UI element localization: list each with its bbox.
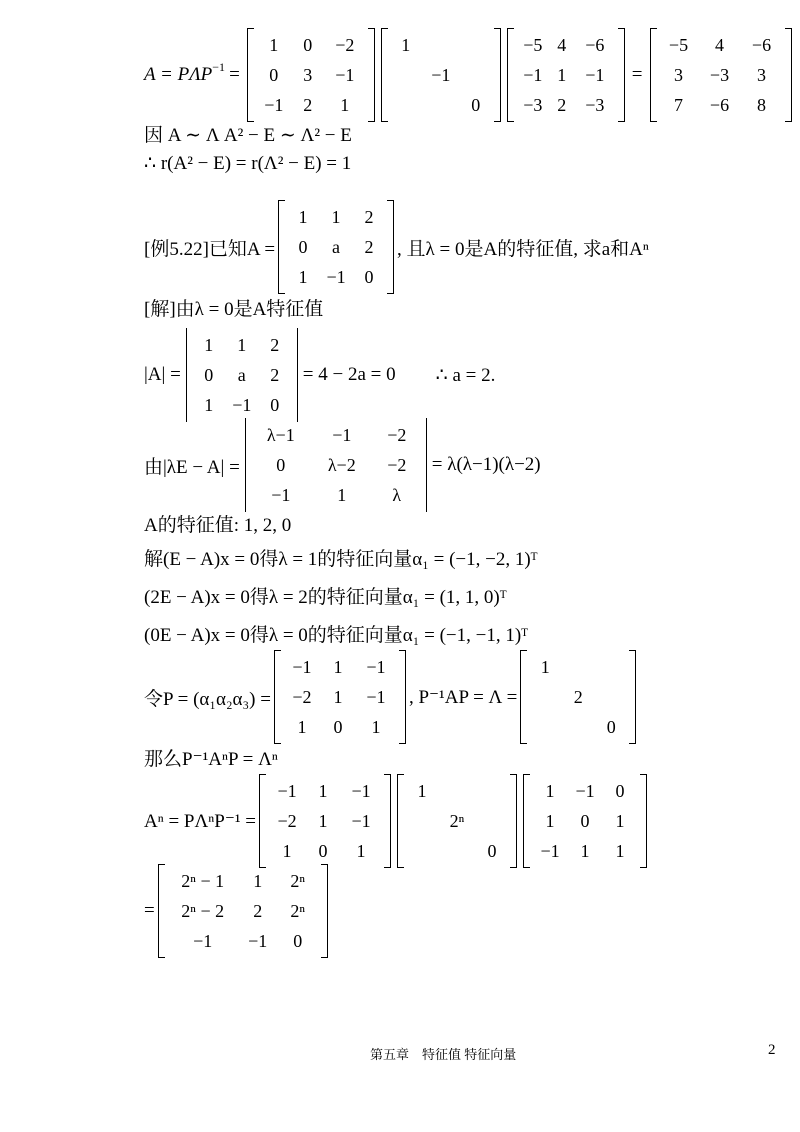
matrix-cell: 1 bbox=[615, 811, 625, 831]
matrix-cell: 2ⁿ bbox=[449, 811, 465, 831]
matrix-cell: 1 bbox=[318, 781, 328, 801]
matrix-cell: 1 bbox=[333, 657, 343, 677]
eigvec2-line bbox=[144, 582, 507, 609]
matrix-lambda bbox=[381, 28, 501, 122]
matrix-cell: 7 bbox=[674, 95, 683, 115]
det-a-matrix bbox=[184, 328, 300, 422]
matrix-cell: 3 bbox=[303, 65, 313, 85]
matrix-cell: 1 bbox=[298, 207, 308, 227]
line-similar bbox=[144, 120, 352, 147]
matrix-cell: −3 bbox=[585, 95, 605, 115]
matrix-cell bbox=[477, 808, 507, 834]
result-line bbox=[144, 864, 331, 958]
matrix-cell: 2ⁿ bbox=[290, 871, 306, 891]
an-matrix-p bbox=[259, 774, 391, 868]
matrix-cell: 1 bbox=[269, 35, 279, 55]
matrix-cell: 1 bbox=[545, 781, 555, 801]
matrix-cell: 2ⁿ − 1 bbox=[181, 871, 225, 891]
matrix-cell bbox=[407, 838, 437, 864]
matrix-cell bbox=[560, 714, 596, 740]
matrix-cell: −3 bbox=[709, 65, 730, 85]
matrix-cell: −2 bbox=[292, 687, 312, 707]
matrix-cell bbox=[407, 808, 437, 834]
matrix-cell bbox=[391, 62, 421, 88]
matrix-cell: 1 bbox=[333, 687, 343, 707]
det-a-rhs: = 4 − 2a = 0 bbox=[302, 364, 396, 385]
matrix-cell bbox=[391, 92, 421, 118]
example-statement bbox=[144, 200, 649, 294]
matrix-cell: 1 bbox=[297, 717, 307, 737]
matrix-cell: −1 bbox=[575, 781, 595, 801]
eq1-lhs: A = PΛP bbox=[144, 64, 213, 85]
matrix-cell: 0 bbox=[269, 65, 279, 85]
matrix-cell: λ−2 bbox=[327, 455, 356, 475]
char-poly-lhs: 由|λE − A| = bbox=[144, 456, 240, 478]
matrix-cell bbox=[560, 654, 596, 680]
p-matrix-line bbox=[144, 650, 639, 744]
matrix-cell: −1 bbox=[366, 657, 386, 677]
matrix-cell: −2 bbox=[335, 35, 355, 55]
matrix-cell: −6 bbox=[709, 95, 730, 115]
matrix-cell: −1 bbox=[335, 65, 355, 85]
matrix-cell: 0 bbox=[471, 95, 481, 115]
lambda-diag-matrix bbox=[520, 650, 636, 744]
matrix-cell: 2ⁿ bbox=[290, 901, 306, 921]
page-number: 2 bbox=[768, 1042, 776, 1058]
similar-text: 因 A ∼ Λ A² − E ∼ Λ² − E bbox=[144, 125, 352, 146]
matrix-cell: −1 bbox=[523, 65, 543, 85]
matrix-cell: 0 bbox=[303, 35, 313, 55]
solution-intro bbox=[144, 294, 323, 321]
matrix-cell: 1 bbox=[337, 485, 347, 505]
matrix-cell: 0 bbox=[580, 811, 590, 831]
eigvec3-line bbox=[144, 620, 528, 647]
char-poly-matrix bbox=[243, 418, 429, 512]
matrix-cell: −3 bbox=[523, 95, 543, 115]
matrix-cell: −5 bbox=[668, 35, 689, 55]
matrix-cell: −6 bbox=[585, 35, 605, 55]
eigvec3-text: (0E − A)x = 0得λ = 0的特征向量α₁ = (−1, −1, 1)ᵀ bbox=[144, 625, 529, 646]
matrix-cell: 2 bbox=[557, 95, 567, 115]
matrix-cell bbox=[437, 838, 477, 864]
matrix-cell: 0 bbox=[204, 365, 214, 385]
matrix-cell: −1 bbox=[232, 395, 252, 415]
matrix-cell: 0 bbox=[333, 717, 343, 737]
matrix-cell: −5 bbox=[523, 35, 543, 55]
matrix-cell bbox=[596, 654, 626, 680]
matrix-cell: 2 bbox=[364, 237, 374, 257]
matrix-cell: −1 bbox=[351, 781, 371, 801]
matrix-cell: 0 bbox=[606, 717, 616, 737]
matrix-cell: 2 bbox=[270, 365, 280, 385]
matrix-cell: −2 bbox=[387, 425, 407, 445]
matrix-cell: 1 bbox=[331, 207, 341, 227]
matrix-cell bbox=[530, 684, 560, 710]
matrix-cell: 1 bbox=[615, 841, 625, 861]
matrix-cell: 0 bbox=[293, 931, 303, 951]
matrix-cell: −1 bbox=[351, 811, 371, 831]
example-matrix bbox=[278, 200, 394, 294]
p-matrix-mid: , P⁻¹AP = Λ = bbox=[408, 686, 518, 708]
eigvec1-line bbox=[144, 544, 538, 571]
matrix-cell: −1 bbox=[540, 841, 560, 861]
line-rank bbox=[144, 152, 351, 175]
det-a-lhs: |A| = bbox=[144, 364, 181, 385]
matrix-cell: a bbox=[237, 365, 246, 385]
det-a-line bbox=[144, 328, 495, 422]
matrix-cell: −1 bbox=[332, 425, 352, 445]
matrix-cell: λ bbox=[392, 485, 402, 505]
matrix-cell: 0 bbox=[298, 237, 308, 257]
then-line bbox=[144, 744, 278, 771]
char-poly-rhs: = λ(λ−1)(λ−2) bbox=[431, 454, 541, 475]
eigenvalues-line bbox=[144, 510, 291, 537]
matrix-cell bbox=[437, 778, 477, 804]
matrix-cell: 0 bbox=[276, 455, 286, 475]
matrix-cell: 1 bbox=[417, 781, 427, 801]
matrix-cell: 1 bbox=[545, 811, 555, 831]
matrix-cell: −1 bbox=[326, 267, 346, 287]
matrix-cell: 0 bbox=[318, 841, 328, 861]
matrix-cell: 2ⁿ − 2 bbox=[181, 901, 225, 921]
solution-intro-text: [解]由λ = 0是A特征值 bbox=[144, 299, 324, 320]
an-lhs: Aⁿ = PΛⁿP⁻¹ = bbox=[144, 810, 257, 832]
matrix-cell: −1 bbox=[431, 65, 451, 85]
matrix-cell: 1 bbox=[204, 335, 214, 355]
matrix-cell: 3 bbox=[674, 65, 683, 85]
eigenvalues-text: A的特征值: 1, 2, 0 bbox=[144, 515, 292, 536]
matrix-cell: −1 bbox=[366, 687, 386, 707]
eq-a-equals-p-lambda-pinv: A = PΛP $^{-1}$ = 1 0 −2 0 3 −1 −1 2 1 1 −1 0 −5 4 −6 −1 1 −1 −3 2 −3 = −5 4 −6 3 −3 3 7 −6 8 bbox=[144, 28, 795, 122]
matrix-cell bbox=[477, 778, 507, 804]
matrix-cell: −1 bbox=[193, 931, 213, 951]
matrix-cell: 0 bbox=[615, 781, 625, 801]
then-text: 那么P⁻¹AⁿP = Λⁿ bbox=[144, 749, 278, 770]
matrix-cell: 0 bbox=[364, 267, 374, 287]
an-line bbox=[144, 774, 650, 868]
example-text-pre: 已知A = bbox=[208, 238, 276, 260]
matrix-cell: 1 bbox=[401, 35, 411, 55]
matrix-cell: 8 bbox=[757, 95, 766, 115]
matrix-cell: −1 bbox=[292, 657, 312, 677]
matrix-cell bbox=[461, 62, 491, 88]
matrix-cell: 1 bbox=[237, 335, 247, 355]
matrix-cell bbox=[421, 92, 461, 118]
matrix-cell: 4 bbox=[557, 35, 567, 55]
matrix-cell: −6 bbox=[751, 35, 772, 55]
matrix-cell: 1 bbox=[282, 841, 292, 861]
matrix-cell: 1 bbox=[253, 871, 263, 891]
matrix-cell: −1 bbox=[271, 485, 291, 505]
page-footer: 第五章 特征值 特征向量 bbox=[370, 1047, 517, 1062]
matrix-cell: −1 bbox=[585, 65, 605, 85]
eq1-sup: −1 bbox=[212, 59, 226, 74]
matrix-cell: 2 bbox=[364, 207, 374, 227]
matrix-cell: 1 bbox=[540, 657, 550, 677]
matrix-cell: 1 bbox=[557, 65, 567, 85]
matrix-cell: 1 bbox=[371, 717, 381, 737]
matrix-cell bbox=[530, 714, 560, 740]
an-matrix-p-inverse bbox=[523, 774, 647, 868]
matrix-cell bbox=[461, 32, 491, 58]
matrix-p bbox=[247, 28, 375, 122]
eigvec2-text: (2E − A)x = 0得λ = 2的特征向量α₁ = (1, 1, 0)ᵀ bbox=[144, 587, 507, 608]
matrix-cell: 1 bbox=[318, 811, 328, 831]
example-tag: [例5.22] bbox=[144, 238, 209, 260]
matrix-cell: −1 bbox=[277, 781, 297, 801]
p-matrix-lhs: 令P = (α₁α₂α₃) = bbox=[144, 688, 271, 710]
matrix-cell: 2 bbox=[253, 901, 263, 921]
matrix-p-inverse bbox=[507, 28, 625, 122]
matrix-cell: −2 bbox=[277, 811, 297, 831]
matrix-cell: 2 bbox=[573, 687, 583, 707]
an-matrix-lambda-n bbox=[397, 774, 517, 868]
matrix-cell: 4 bbox=[715, 35, 724, 55]
det-a-conclusion: ∴ a = 2. bbox=[435, 364, 496, 386]
matrix-cell bbox=[596, 684, 626, 710]
matrix-cell: −2 bbox=[387, 455, 407, 475]
matrix-cell: 1 bbox=[580, 841, 590, 861]
matrix-cell: 1 bbox=[204, 395, 214, 415]
eigvec1-text: 解(E − A)x = 0得λ = 1的特征向量α₁ = (−1, −2, 1)ᵀ bbox=[144, 549, 538, 570]
result-lhs: = bbox=[144, 900, 155, 921]
matrix-cell: 2 bbox=[270, 335, 280, 355]
matrix-cell: 1 bbox=[356, 841, 366, 861]
matrix-cell bbox=[421, 32, 461, 58]
matrix-cell: −1 bbox=[248, 931, 268, 951]
p-matrix bbox=[274, 650, 406, 744]
rank-text: ∴ r(A² − E) = r(Λ² − E) = 1 bbox=[144, 153, 352, 174]
matrix-cell: 1 bbox=[340, 95, 350, 115]
matrix-cell: −1 bbox=[264, 95, 284, 115]
char-poly-line bbox=[144, 418, 541, 512]
matrix-cell: λ−1 bbox=[266, 425, 295, 445]
matrix-a-result bbox=[650, 28, 792, 122]
matrix-cell: 0 bbox=[270, 395, 280, 415]
result-matrix bbox=[158, 864, 328, 958]
matrix-cell: 2 bbox=[303, 95, 313, 115]
matrix-cell: a bbox=[332, 237, 341, 257]
matrix-cell: 1 bbox=[298, 267, 308, 287]
matrix-cell: 3 bbox=[757, 65, 766, 85]
matrix-cell: 0 bbox=[487, 841, 497, 861]
example-text-post: , 且λ = 0是A的特征值, 求a和Aⁿ bbox=[397, 238, 649, 260]
